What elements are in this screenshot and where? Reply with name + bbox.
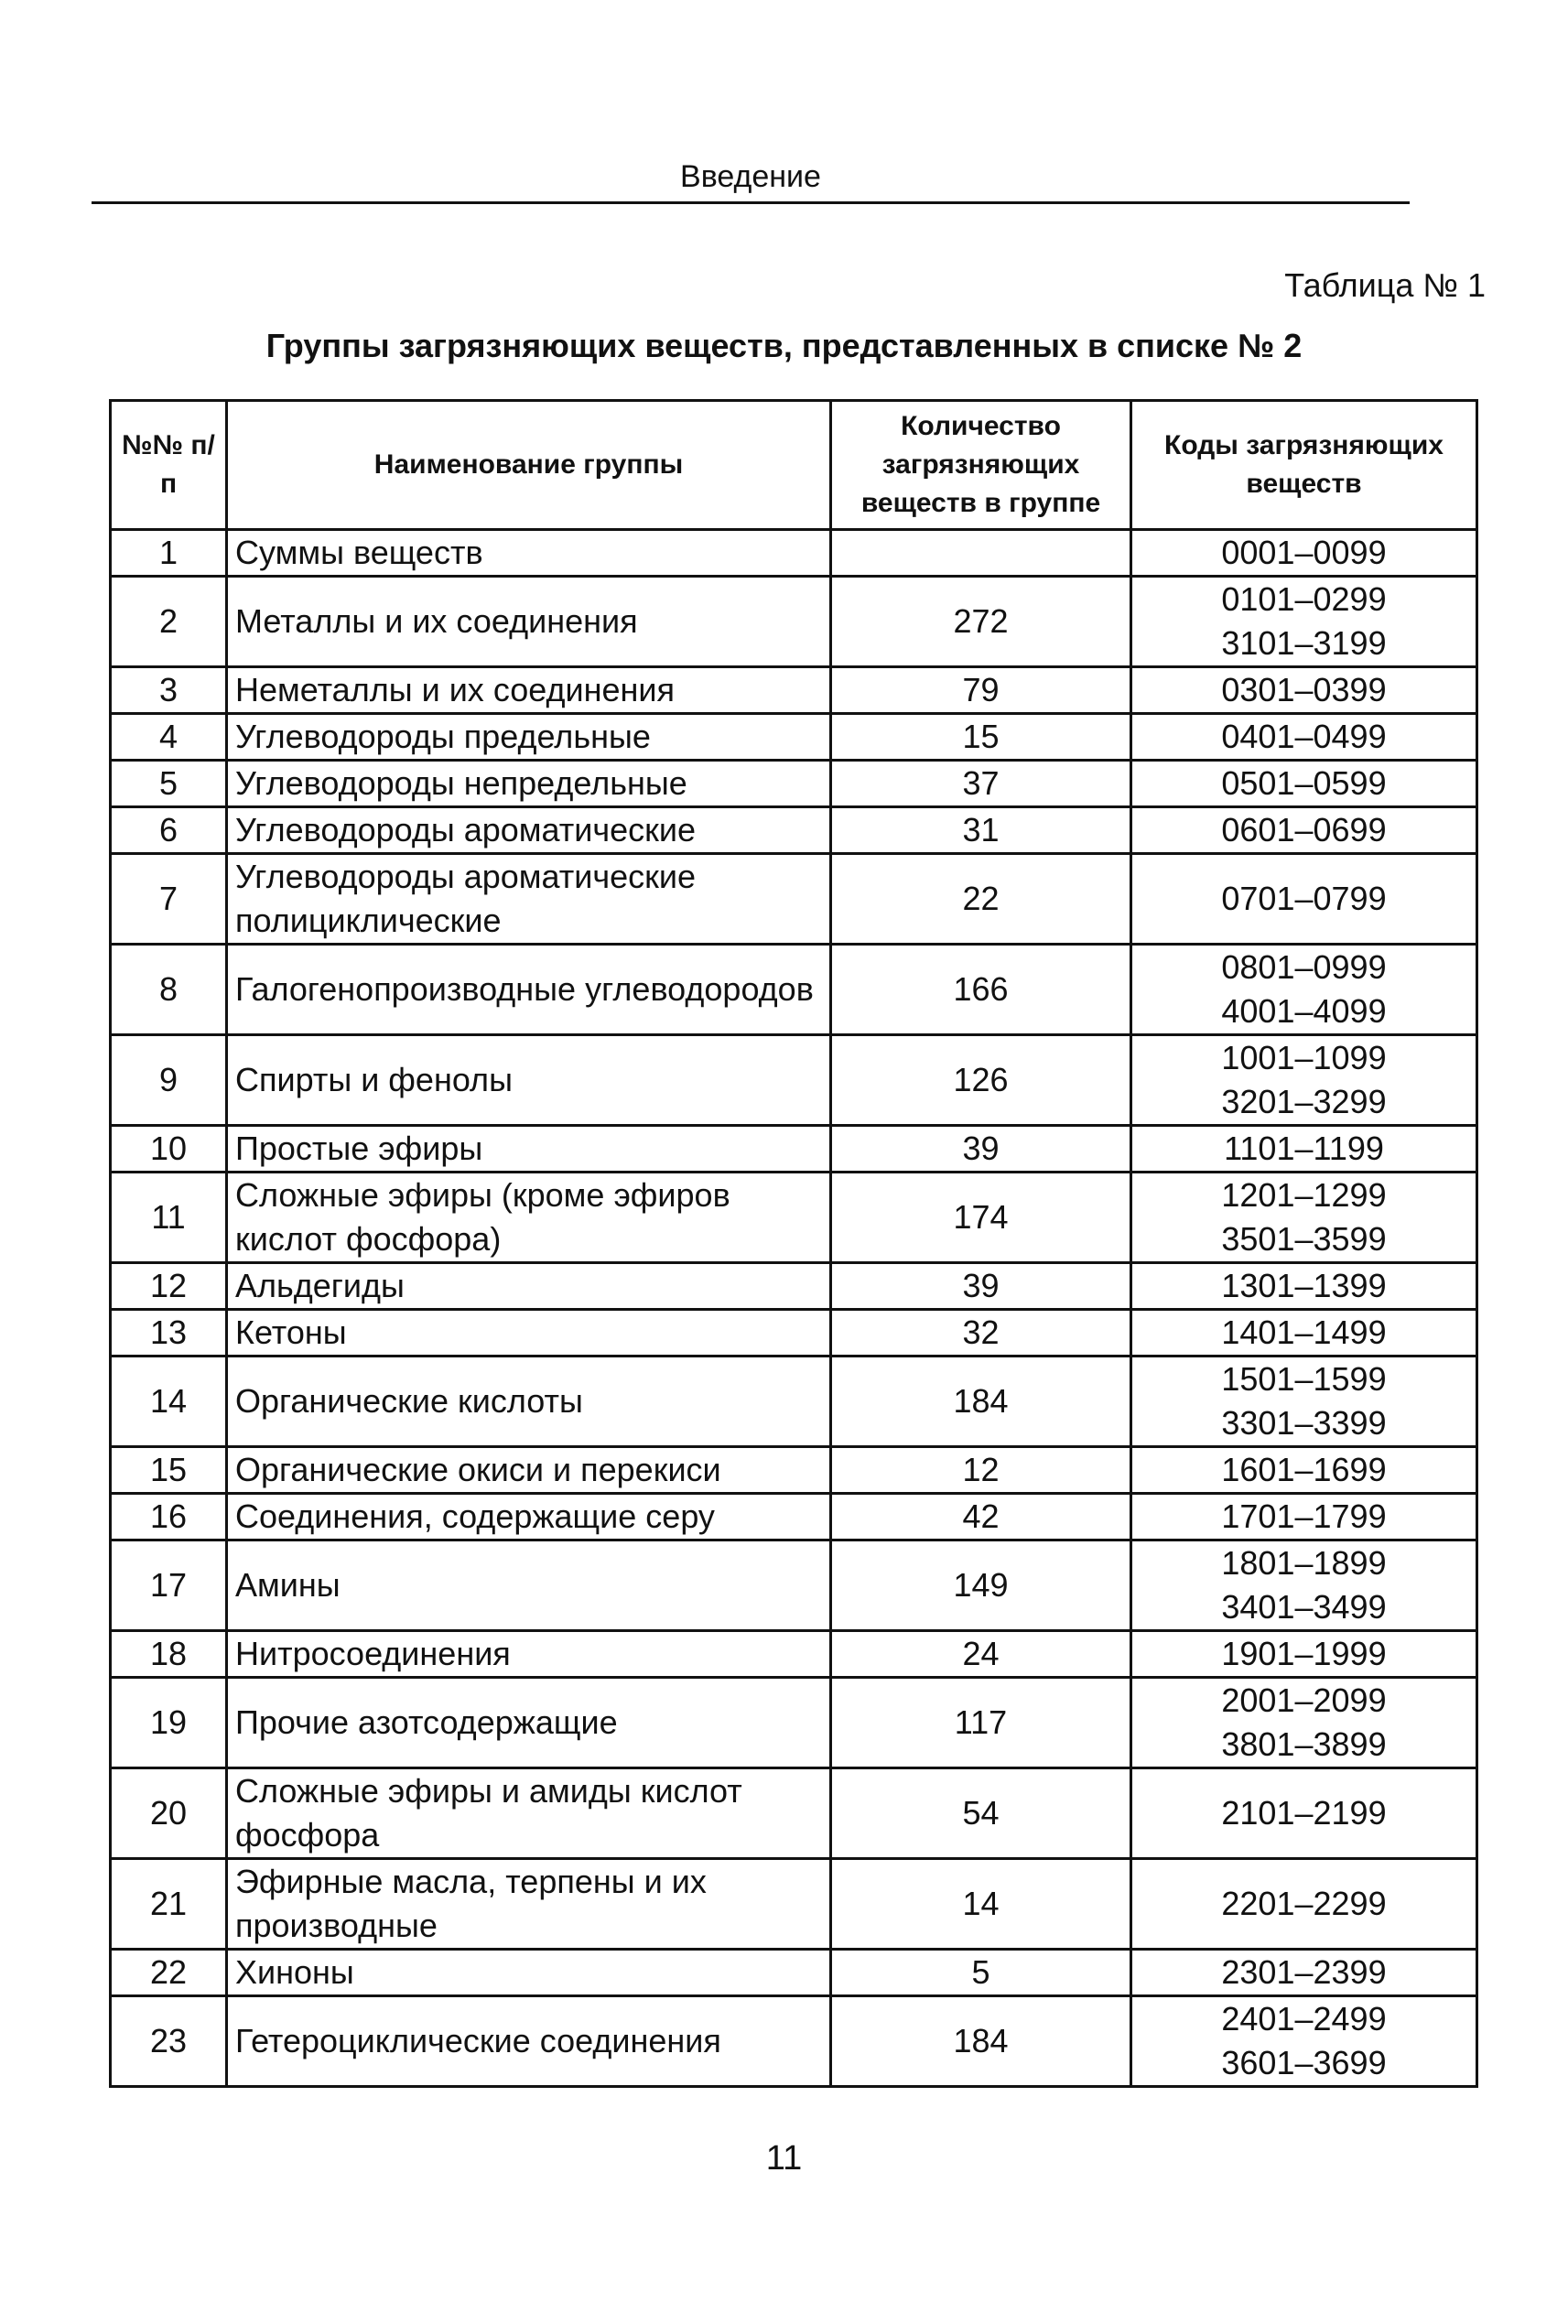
page-number: 11 xyxy=(765,2139,803,2178)
table-row xyxy=(111,1173,1477,1263)
row-number: 11 xyxy=(111,1173,227,1263)
row-number: 10 xyxy=(111,1126,227,1173)
substance-count: 166 xyxy=(831,945,1131,1035)
code-ranges xyxy=(1131,1678,1477,1768)
code-range: 1101–1199 xyxy=(1224,1130,1384,1167)
table-row xyxy=(111,761,1477,807)
row-number: 7 xyxy=(111,854,227,945)
table-row xyxy=(111,667,1477,714)
code-range: 2101–2199 xyxy=(1221,1794,1387,1832)
table-row xyxy=(111,1768,1477,1859)
code-range: 3301–3399 xyxy=(1221,1404,1387,1442)
substance-count: 39 xyxy=(831,1263,1131,1310)
substance-count: 37 xyxy=(831,761,1131,807)
code-range: 0301–0399 xyxy=(1221,671,1387,708)
code-range: 2301–2399 xyxy=(1221,1953,1387,1991)
table-row xyxy=(111,1678,1477,1768)
code-range: 1301–1399 xyxy=(1221,1267,1387,1304)
code-ranges xyxy=(1131,1263,1477,1310)
group-name: Углеводороды ароматические xyxy=(227,807,831,854)
row-number: 16 xyxy=(111,1494,227,1540)
row-number: 20 xyxy=(111,1768,227,1859)
row-number: 12 xyxy=(111,1263,227,1310)
group-name: Углеводороды предельные xyxy=(227,714,831,761)
code-ranges xyxy=(1131,1310,1477,1357)
table-header-row xyxy=(111,401,1477,530)
substance-count: 272 xyxy=(831,577,1131,667)
row-number: 15 xyxy=(111,1447,227,1494)
table-row xyxy=(111,1950,1477,1996)
code-range: 0401–0499 xyxy=(1221,718,1387,755)
code-ranges xyxy=(1131,1859,1477,1950)
code-ranges xyxy=(1131,1035,1477,1126)
code-range: 1201–1299 xyxy=(1221,1176,1387,1214)
code-range: 3401–3499 xyxy=(1221,1588,1387,1626)
substance-count: 5 xyxy=(831,1950,1131,1996)
code-ranges xyxy=(1131,714,1477,761)
code-range: 1701–1799 xyxy=(1221,1497,1387,1535)
running-header-title: Введение xyxy=(680,159,821,194)
group-name: Органические кислоты xyxy=(227,1357,831,1447)
substance-count: 54 xyxy=(831,1768,1131,1859)
code-range: 0801–0999 xyxy=(1221,948,1387,986)
code-ranges xyxy=(1131,577,1477,667)
group-name: Металлы и их соединения xyxy=(227,577,831,667)
table-row xyxy=(111,530,1477,577)
code-range: 3801–3899 xyxy=(1221,1725,1387,1763)
code-range: 3101–3199 xyxy=(1221,624,1387,662)
code-range: 0701–0799 xyxy=(1221,880,1387,917)
group-name: Соединения, содержащие серу xyxy=(227,1494,831,1540)
row-number: 8 xyxy=(111,945,227,1035)
substance-count: 79 xyxy=(831,667,1131,714)
table-row xyxy=(111,807,1477,854)
substance-count: 117 xyxy=(831,1678,1131,1768)
code-range: 1801–1899 xyxy=(1221,1544,1387,1582)
group-name: Альдегиды xyxy=(227,1263,831,1310)
group-name: Амины xyxy=(227,1540,831,1631)
column-header-codes: Коды загрязняющих веществ xyxy=(1131,401,1477,530)
row-number: 23 xyxy=(111,1996,227,2087)
code-ranges xyxy=(1131,854,1477,945)
group-name: Неметаллы и их соединения xyxy=(227,667,831,714)
code-range: 4001–4099 xyxy=(1221,992,1387,1030)
code-ranges xyxy=(1131,1768,1477,1859)
code-range: 1401–1499 xyxy=(1221,1313,1387,1351)
column-header-name: Наименование группы xyxy=(227,401,831,530)
group-name: Органические окиси и перекиси xyxy=(227,1447,831,1494)
group-name: Простые эфиры xyxy=(227,1126,831,1173)
code-ranges xyxy=(1131,530,1477,577)
code-range: 3601–3699 xyxy=(1221,2044,1387,2081)
substance-count: 184 xyxy=(831,1996,1131,2087)
group-name: Нитросоединения xyxy=(227,1631,831,1678)
substance-count: 149 xyxy=(831,1540,1131,1631)
row-number: 18 xyxy=(111,1631,227,1678)
code-ranges xyxy=(1131,1540,1477,1631)
group-name: Спирты и фенолы xyxy=(227,1035,831,1126)
code-range: 1901–1999 xyxy=(1221,1635,1387,1672)
table-row xyxy=(111,577,1477,667)
code-range: 1601–1699 xyxy=(1221,1451,1387,1488)
pollutant-groups-table xyxy=(109,399,1478,2088)
substance-count: 24 xyxy=(831,1631,1131,1678)
row-number: 4 xyxy=(111,714,227,761)
substance-count xyxy=(831,530,1131,577)
table-row xyxy=(111,1540,1477,1631)
substance-count: 15 xyxy=(831,714,1131,761)
table-row xyxy=(111,1859,1477,1950)
code-range: 2401–2499 xyxy=(1221,2000,1387,2038)
code-ranges xyxy=(1131,945,1477,1035)
row-number: 5 xyxy=(111,761,227,807)
code-range: 2201–2299 xyxy=(1221,1885,1387,1922)
code-range: 0001–0099 xyxy=(1221,534,1387,571)
row-number: 3 xyxy=(111,667,227,714)
substance-count: 42 xyxy=(831,1494,1131,1540)
row-number: 22 xyxy=(111,1950,227,1996)
code-ranges xyxy=(1131,1950,1477,1996)
substance-count: 31 xyxy=(831,807,1131,854)
table-row xyxy=(111,1035,1477,1126)
table-row xyxy=(111,1447,1477,1494)
substance-count: 174 xyxy=(831,1173,1131,1263)
code-ranges xyxy=(1131,1494,1477,1540)
code-range: 1501–1599 xyxy=(1221,1360,1387,1398)
column-header-num: №№ п/п xyxy=(111,401,227,530)
substance-count: 14 xyxy=(831,1859,1131,1950)
code-ranges xyxy=(1131,1357,1477,1447)
code-ranges xyxy=(1131,1447,1477,1494)
group-name: Галогенопроизводные углеводородов xyxy=(227,945,831,1035)
row-number: 1 xyxy=(111,530,227,577)
group-name: Углеводороды ароматические полициклические xyxy=(227,854,831,945)
code-ranges xyxy=(1131,1126,1477,1173)
code-range: 0601–0699 xyxy=(1221,811,1387,849)
row-number: 17 xyxy=(111,1540,227,1631)
code-ranges xyxy=(1131,1996,1477,2087)
group-name: Суммы веществ xyxy=(227,530,831,577)
table-title: Группы загрязняющих веществ, представленных в списке № 2 xyxy=(265,327,1303,364)
code-range: 1001–1099 xyxy=(1221,1039,1387,1076)
table-body xyxy=(111,530,1477,2087)
code-range: 3201–3299 xyxy=(1221,1083,1387,1120)
group-name: Прочие азотсодержащие xyxy=(227,1678,831,1768)
table-row xyxy=(111,1263,1477,1310)
row-number: 2 xyxy=(111,577,227,667)
table-row xyxy=(111,1357,1477,1447)
row-number: 14 xyxy=(111,1357,227,1447)
table-row xyxy=(111,1310,1477,1357)
code-range: 0101–0299 xyxy=(1221,580,1387,618)
group-name: Кетоны xyxy=(227,1310,831,1357)
code-ranges xyxy=(1131,1631,1477,1678)
table-row xyxy=(111,1126,1477,1173)
code-range: 3501–3599 xyxy=(1221,1220,1387,1258)
row-number: 19 xyxy=(111,1678,227,1768)
substance-count: 22 xyxy=(831,854,1131,945)
code-ranges xyxy=(1131,667,1477,714)
code-range: 0501–0599 xyxy=(1221,764,1387,802)
code-ranges xyxy=(1131,807,1477,854)
row-number: 9 xyxy=(111,1035,227,1126)
group-name: Гетероциклические соединения xyxy=(227,1996,831,2087)
table-row xyxy=(111,1996,1477,2087)
group-name: Эфирные масла, терпены и их производные xyxy=(227,1859,831,1950)
running-header xyxy=(92,154,1410,204)
row-number: 6 xyxy=(111,807,227,854)
substance-count: 126 xyxy=(831,1035,1131,1126)
table-label: Таблица № 1 xyxy=(1284,266,1486,304)
row-number: 21 xyxy=(111,1859,227,1950)
table-row xyxy=(111,1631,1477,1678)
row-number: 13 xyxy=(111,1310,227,1357)
substance-count: 32 xyxy=(831,1310,1131,1357)
substance-count: 39 xyxy=(831,1126,1131,1173)
group-name: Сложные эфиры (кроме эфиров кислот фосфора) xyxy=(227,1173,831,1263)
substance-count: 184 xyxy=(831,1357,1131,1447)
column-header-count: Количество загрязняющих веществ в группе xyxy=(831,401,1131,530)
table-row xyxy=(111,714,1477,761)
table-row xyxy=(111,945,1477,1035)
group-name: Углеводороды непредельные xyxy=(227,761,831,807)
substance-count: 12 xyxy=(831,1447,1131,1494)
code-ranges xyxy=(1131,1173,1477,1263)
group-name: Сложные эфиры и амиды кислот фосфора xyxy=(227,1768,831,1859)
code-ranges xyxy=(1131,761,1477,807)
table-row xyxy=(111,854,1477,945)
group-name: Хиноны xyxy=(227,1950,831,1996)
code-range: 2001–2099 xyxy=(1221,1681,1387,1719)
table-row xyxy=(111,1494,1477,1540)
